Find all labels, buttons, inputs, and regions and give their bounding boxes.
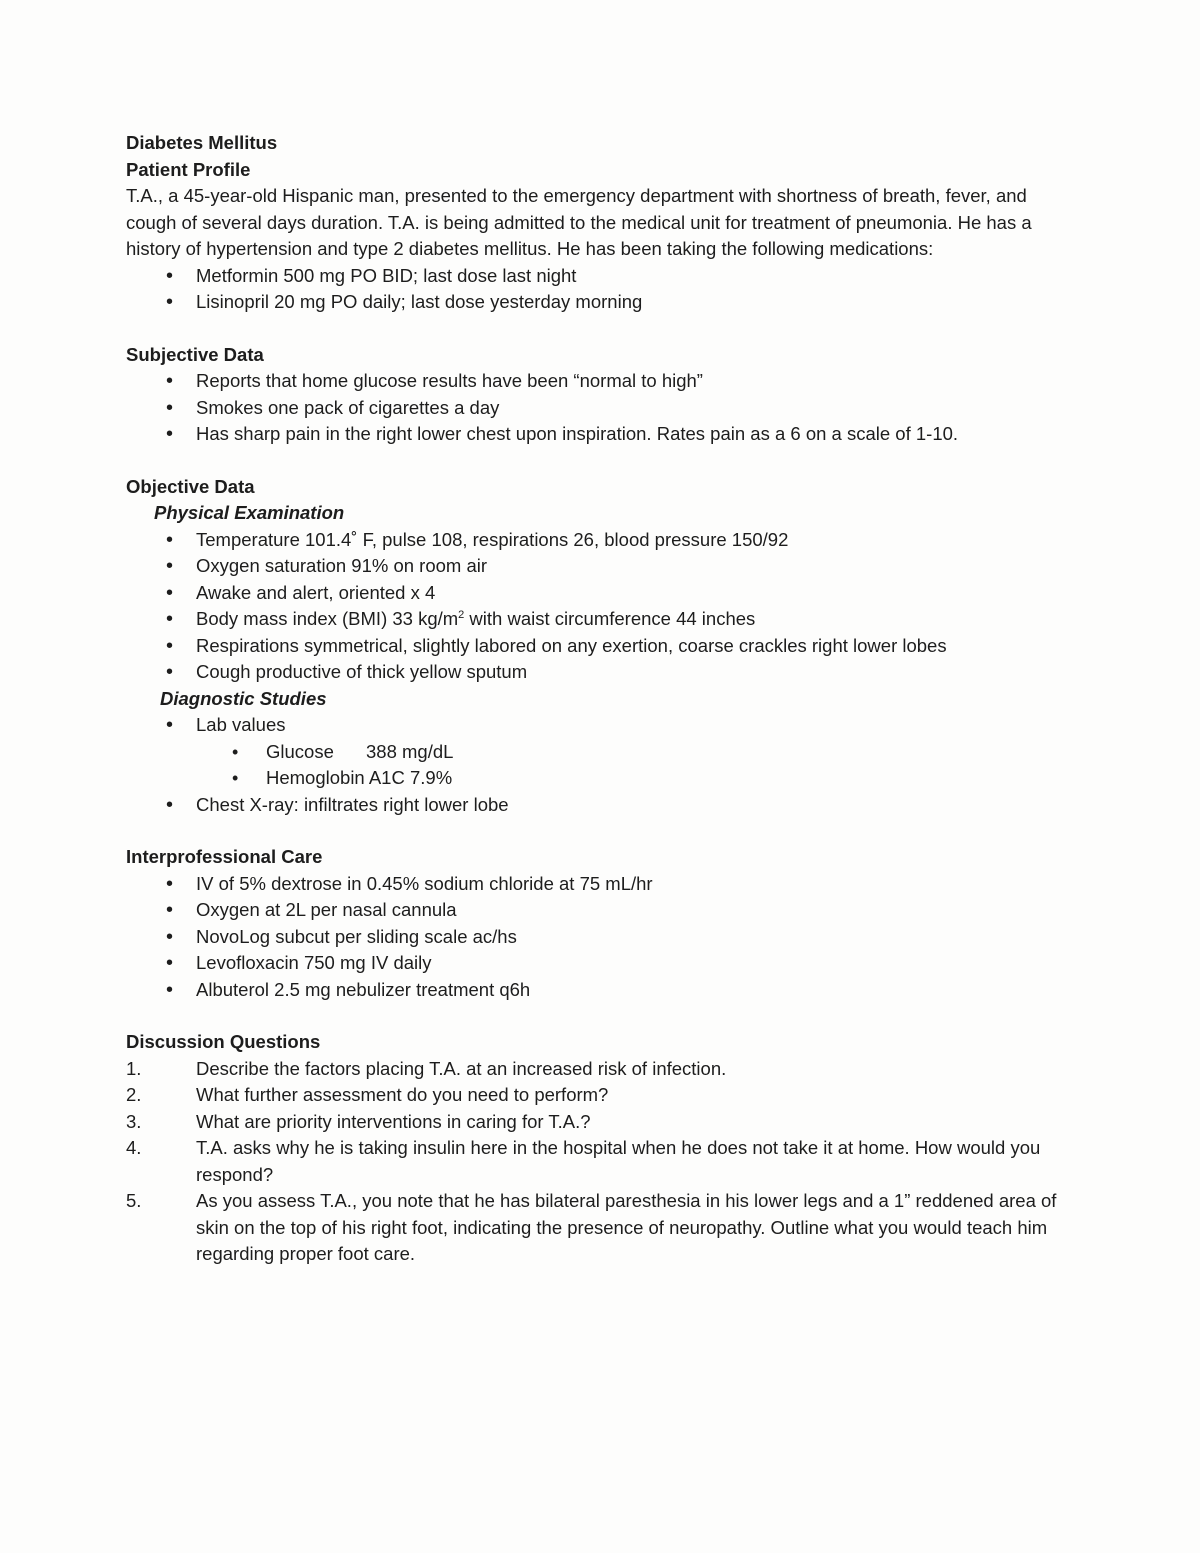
question-text: What further assessment do you need to perform? xyxy=(196,1084,609,1105)
lab-values-label: Lab values xyxy=(196,714,286,735)
list-item: • Cough productive of thick yellow sputum xyxy=(126,659,1066,686)
list-item xyxy=(126,1135,1066,1188)
list-item xyxy=(126,739,1066,766)
question-text: What are priority interventions in caring for T.A.? xyxy=(196,1110,591,1132)
list-item: • Lisinopril 20 mg PO daily; last dose yesterday morning xyxy=(126,289,1066,316)
list-item: • IV of 5% dextrose in 0.45% sodium chloride at 75 mL/hr xyxy=(126,871,1066,898)
discussion-list xyxy=(126,1056,1066,1268)
list-item: • Albuterol 2.5 mg nebulizer treatment q6h xyxy=(126,977,1066,1004)
question-number: 4. xyxy=(126,1137,142,1158)
list-item: • Temperature 101.4˚ F, pulse 108, respirations 26, blood pressure 150/92 xyxy=(126,527,1066,554)
question-text: As you assess T.A., you note that he has bilateral paresthesia in his lower legs and a 1” reddened area of skin on the top of his right foot, indicating the presence of neuropathy. Outline what you would teach him regarding proper foot care. xyxy=(196,1190,1057,1264)
physical-exam-list xyxy=(126,527,1066,686)
list-item xyxy=(126,606,1066,633)
question-number: 2. xyxy=(126,1084,142,1105)
question-text: Describe the factors placing T.A. at an increased risk of infection. xyxy=(196,1057,727,1079)
list-item: • Oxygen saturation 91% on room air xyxy=(126,553,1066,580)
diagnostic-heading: Diagnostic Studies xyxy=(160,687,327,709)
list-item: • Awake and alert, oriented x 4 xyxy=(126,580,1066,607)
list-item xyxy=(126,712,1066,739)
question-number: 1. xyxy=(126,1057,142,1079)
bmi-suffix: with waist circumference 44 inches xyxy=(464,608,756,629)
subjective-heading: Subjective Data xyxy=(126,343,264,365)
lab-name: Hemoglobin A1C 7.9% xyxy=(266,767,453,788)
patient-profile-text: T.A., a 45-year-old Hispanic man, presented to the emergency department with shortness of breath, fever, and cough of several days duration. T.A. is being admitted to the medical unit for treatment of pneumonia. He has a history of hypertension and type 2 diabetes mellitus. He has been taking the following medications: xyxy=(126,185,1032,259)
lab-name: Glucose xyxy=(266,740,334,762)
list-item: • Reports that home glucose results have been “normal to high” xyxy=(126,368,1066,395)
question-number: 3. xyxy=(126,1110,142,1132)
list-item xyxy=(126,1082,1066,1109)
physical-exam-heading: Physical Examination xyxy=(154,502,345,523)
list-item xyxy=(126,765,1066,792)
list-item xyxy=(126,1056,1066,1083)
list-item: • Has sharp pain in the right lower chest upon inspiration. Rates pain as a 6 on a scale of 1-10. xyxy=(126,421,1066,448)
xray-list xyxy=(126,792,1066,819)
interprofessional-list xyxy=(126,871,1066,1004)
list-item: • Smokes one pack of cigarettes a day xyxy=(126,395,1066,422)
patient-profile-heading: Patient Profile xyxy=(126,158,251,180)
interprofessional-heading: Interprofessional Care xyxy=(126,846,323,867)
question-text: T.A. asks why he is taking insulin here in the hospital when he does not take it at home. How would you respond? xyxy=(196,1137,1041,1185)
list-item: • Metformin 500 mg PO BID; last dose last night xyxy=(126,263,1066,290)
lab-value: 388 mg/dL xyxy=(366,740,454,762)
list-item: • Respirations symmetrical, slightly labored on any exertion, coarse crackles right lower lobes xyxy=(126,633,1066,660)
diagnostic-list xyxy=(126,712,1066,739)
bmi-prefix: Body mass index (BMI) 33 kg/m xyxy=(196,608,459,629)
question-number: 5. xyxy=(126,1190,142,1211)
document-title: Diabetes Mellitus xyxy=(126,132,278,153)
list-item xyxy=(126,1188,1066,1268)
list-item xyxy=(126,1109,1066,1136)
objective-heading: Objective Data xyxy=(126,475,255,497)
lab-values-list xyxy=(126,739,1066,792)
medication-list xyxy=(126,263,1066,316)
list-item: • Chest X-ray: infiltrates right lower lobe xyxy=(126,792,1066,819)
list-item: • NovoLog subcut per sliding scale ac/hs xyxy=(126,924,1066,951)
subjective-list xyxy=(126,368,1066,448)
list-item: • Levofloxacin 750 mg IV daily xyxy=(126,950,1066,977)
discussion-heading: Discussion Questions xyxy=(126,1031,321,1052)
document-body xyxy=(126,130,1066,1268)
list-item: • Oxygen at 2L per nasal cannula xyxy=(126,897,1066,924)
bmi-superscript: 2 xyxy=(458,608,465,621)
